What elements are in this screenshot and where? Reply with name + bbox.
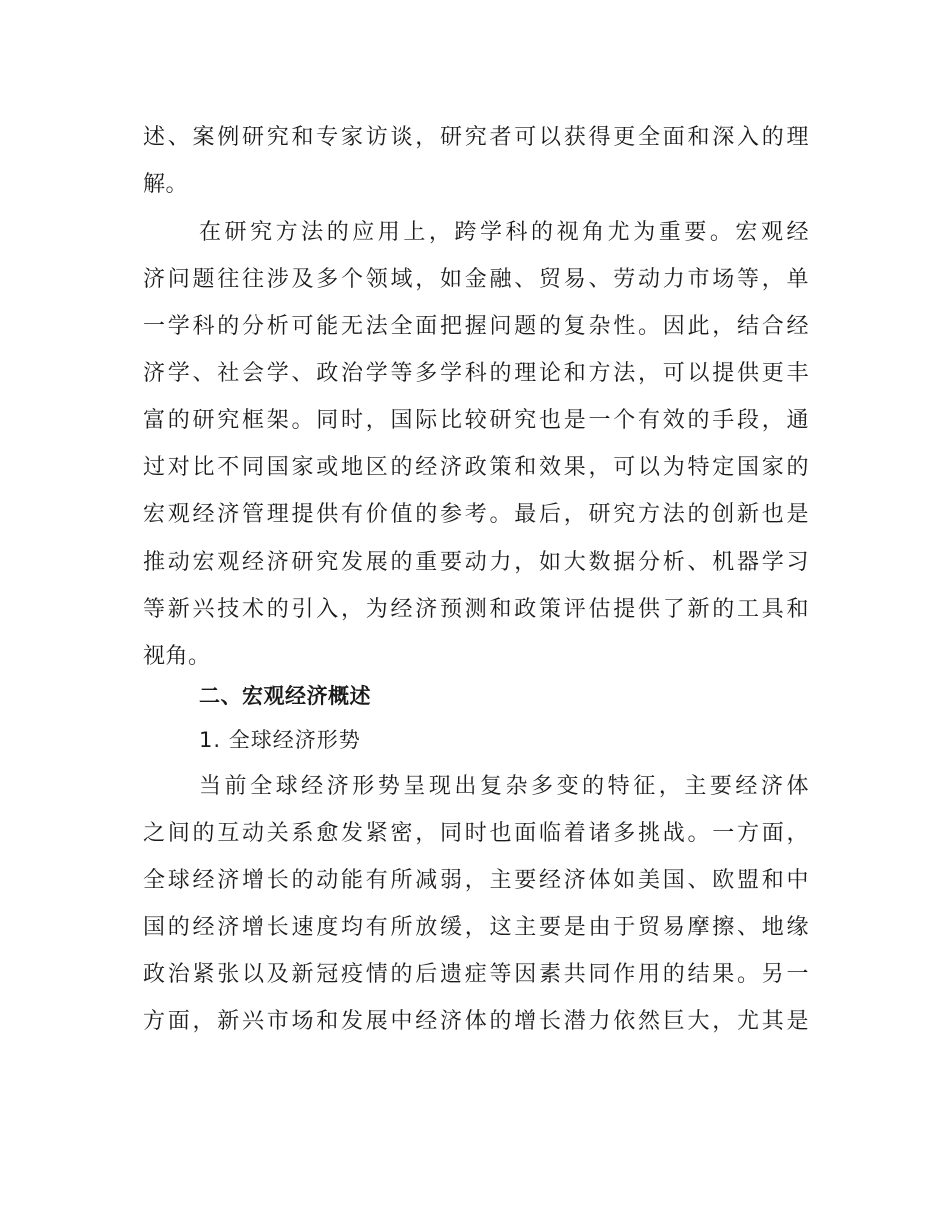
subsection-heading: 1. 全球经济形势 xyxy=(199,728,361,752)
text-line: 推动宏观经济研究发展的重要动力，如大数据分析、机器学习 xyxy=(143,550,809,575)
text-line: 等新兴技术的引入，为经济预测和政策评估提供了新的工具和 xyxy=(143,597,809,622)
text-line: 宏观经济管理提供有价值的参考。最后，研究方法的创新也是 xyxy=(143,502,809,527)
text-line: 视角。 xyxy=(143,644,211,669)
text-line: 解。 xyxy=(143,172,189,197)
text-line: 济学、社会学、政治学等多学科的理论和方法，可以提供更丰 xyxy=(143,361,809,386)
text-line: 当前全球经济形势呈现出复杂多变的特征，主要经济体 xyxy=(199,774,809,799)
text-line: 富的研究框架。同时，国际比较研究也是一个有效的手段，通 xyxy=(143,408,809,433)
text-line: 过对比不同国家或地区的经济政策和效果，可以为特定国家的 xyxy=(143,455,809,480)
text-line: 一学科的分析可能无法全面把握问题的复杂性。因此，结合经 xyxy=(143,314,809,339)
text-line: 政治紧张以及新冠疫情的后遗症等因素共同作用的结果。另一 xyxy=(143,962,809,987)
section-heading: 二、宏观经济概述 xyxy=(199,684,371,708)
text-line: 济问题往往涉及多个领域，如金融、贸易、劳动力市场等，单 xyxy=(143,267,809,292)
text-line: 述、案例研究和专家访谈，研究者可以获得更全面和深入的理 xyxy=(143,125,809,150)
text-line: 在研究方法的应用上，跨学科的视角尤为重要。宏观经 xyxy=(199,220,809,245)
text-line: 之间的互动关系愈发紧密，同时也面临着诸多挑战。一方面， xyxy=(143,821,809,846)
text-line: 国的经济增长速度均有所放缓，这主要是由于贸易摩擦、地缘 xyxy=(143,915,809,940)
text-line: 方面，新兴市场和发展中经济体的增长潜力依然巨大，尤其是 xyxy=(143,1009,809,1034)
text-line: 全球经济增长的动能有所减弱，主要经济体如美国、欧盟和中 xyxy=(143,868,809,893)
